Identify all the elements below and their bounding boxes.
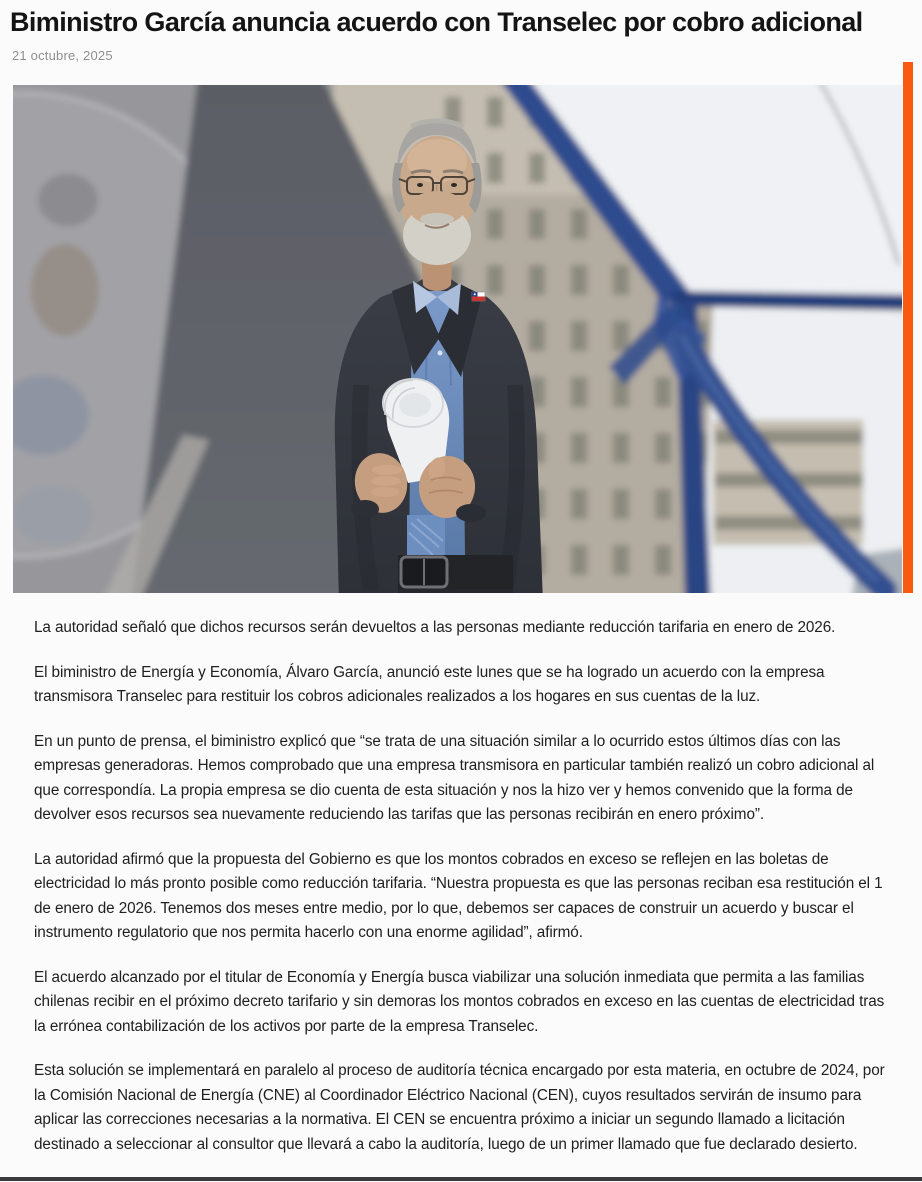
article-photo xyxy=(13,85,902,593)
article-paragraph: El acuerdo alcanzado por el titular de Economía y Energía busca viabilizar una solución inmediata que permita a las familias chilenas recibir en el próximo decreto tarifario y sin demoras los montos cobrados en exceso en las cuentas de electricidad tras la errónea contabilización de los activos por parte de la empresa Transelec. xyxy=(34,968,885,1035)
article-paragraph-lead: La autoridad señaló que dichos recursos serán devueltos a las personas mediante reducción tarifaria en enero de 2026. xyxy=(34,619,836,636)
bottom-divider xyxy=(0,1177,922,1181)
article-paragraph: La autoridad afirmó que la propuesta del Gobierno es que los montos cobrados en exceso se reflejen en las boletas de electricidad lo más pronto posible como reducción tarifaria. “Nuestra propuesta es que las personas reciban esa restitución el 1 de enero de 2026. Tenemos dos meses entre medio, por lo que, debemos ser capaces de construir un acuerdo y buscar el instrumento regulatorio que nos permita hacerlo con una enorme agilidad”, afirmó. xyxy=(34,850,883,941)
belt xyxy=(398,555,513,593)
orange-accent-bar xyxy=(903,62,913,593)
article-paragraph: El biministro de Energía y Economía, Álvaro García, anunció este lunes que se ha logrado un acuerdo con la empresa transmisora Transelec para restituir los cobros adicionales realizados a los hogares en sus cuentas de la luz. xyxy=(34,663,825,705)
article-title: Biministro García anuncia acuerdo con Transelec por cobro adicional xyxy=(10,7,863,37)
article-date: 21 octubre, 2025 xyxy=(12,48,113,63)
flag-pin-icon xyxy=(472,292,485,301)
photo-illustration xyxy=(13,85,902,593)
article-paragraph: En un punto de prensa, el biministro explicó que “se trata de una situación similar a lo ocurrido estos últimos días con las empresas generadoras. Hemos comprobado que una empresa transmisora en particular también realizó un cobro adicional al que correspondía. La propia empresa se dio cuenta de esta situación y nos la hizo ver y hemos convenido que la forma de devolver esos recursos sea nuevamente reduciendo las tarifas que las personas recibirán en enero próximo”. xyxy=(34,732,875,823)
article-body xyxy=(34,616,896,1177)
article-paragraph: Esta solución se implementará en paralelo al proceso de auditoría técnica encargado por esta materia, en octubre de 2024, por la Comisión Nacional de Energía (CNE) al Coordinador Eléctrico Nacional (CEN), cuyos resultados servirán de insumo para aplicar las correcciones necesarias a la normativa. El CEN se encuentra próximo a iniciar un segundo llamado a licitación destinado a seleccionar al consultor que llevará a cabo la auditoría, luego de un primer llamado que fue declarado desierto. xyxy=(34,1062,885,1153)
